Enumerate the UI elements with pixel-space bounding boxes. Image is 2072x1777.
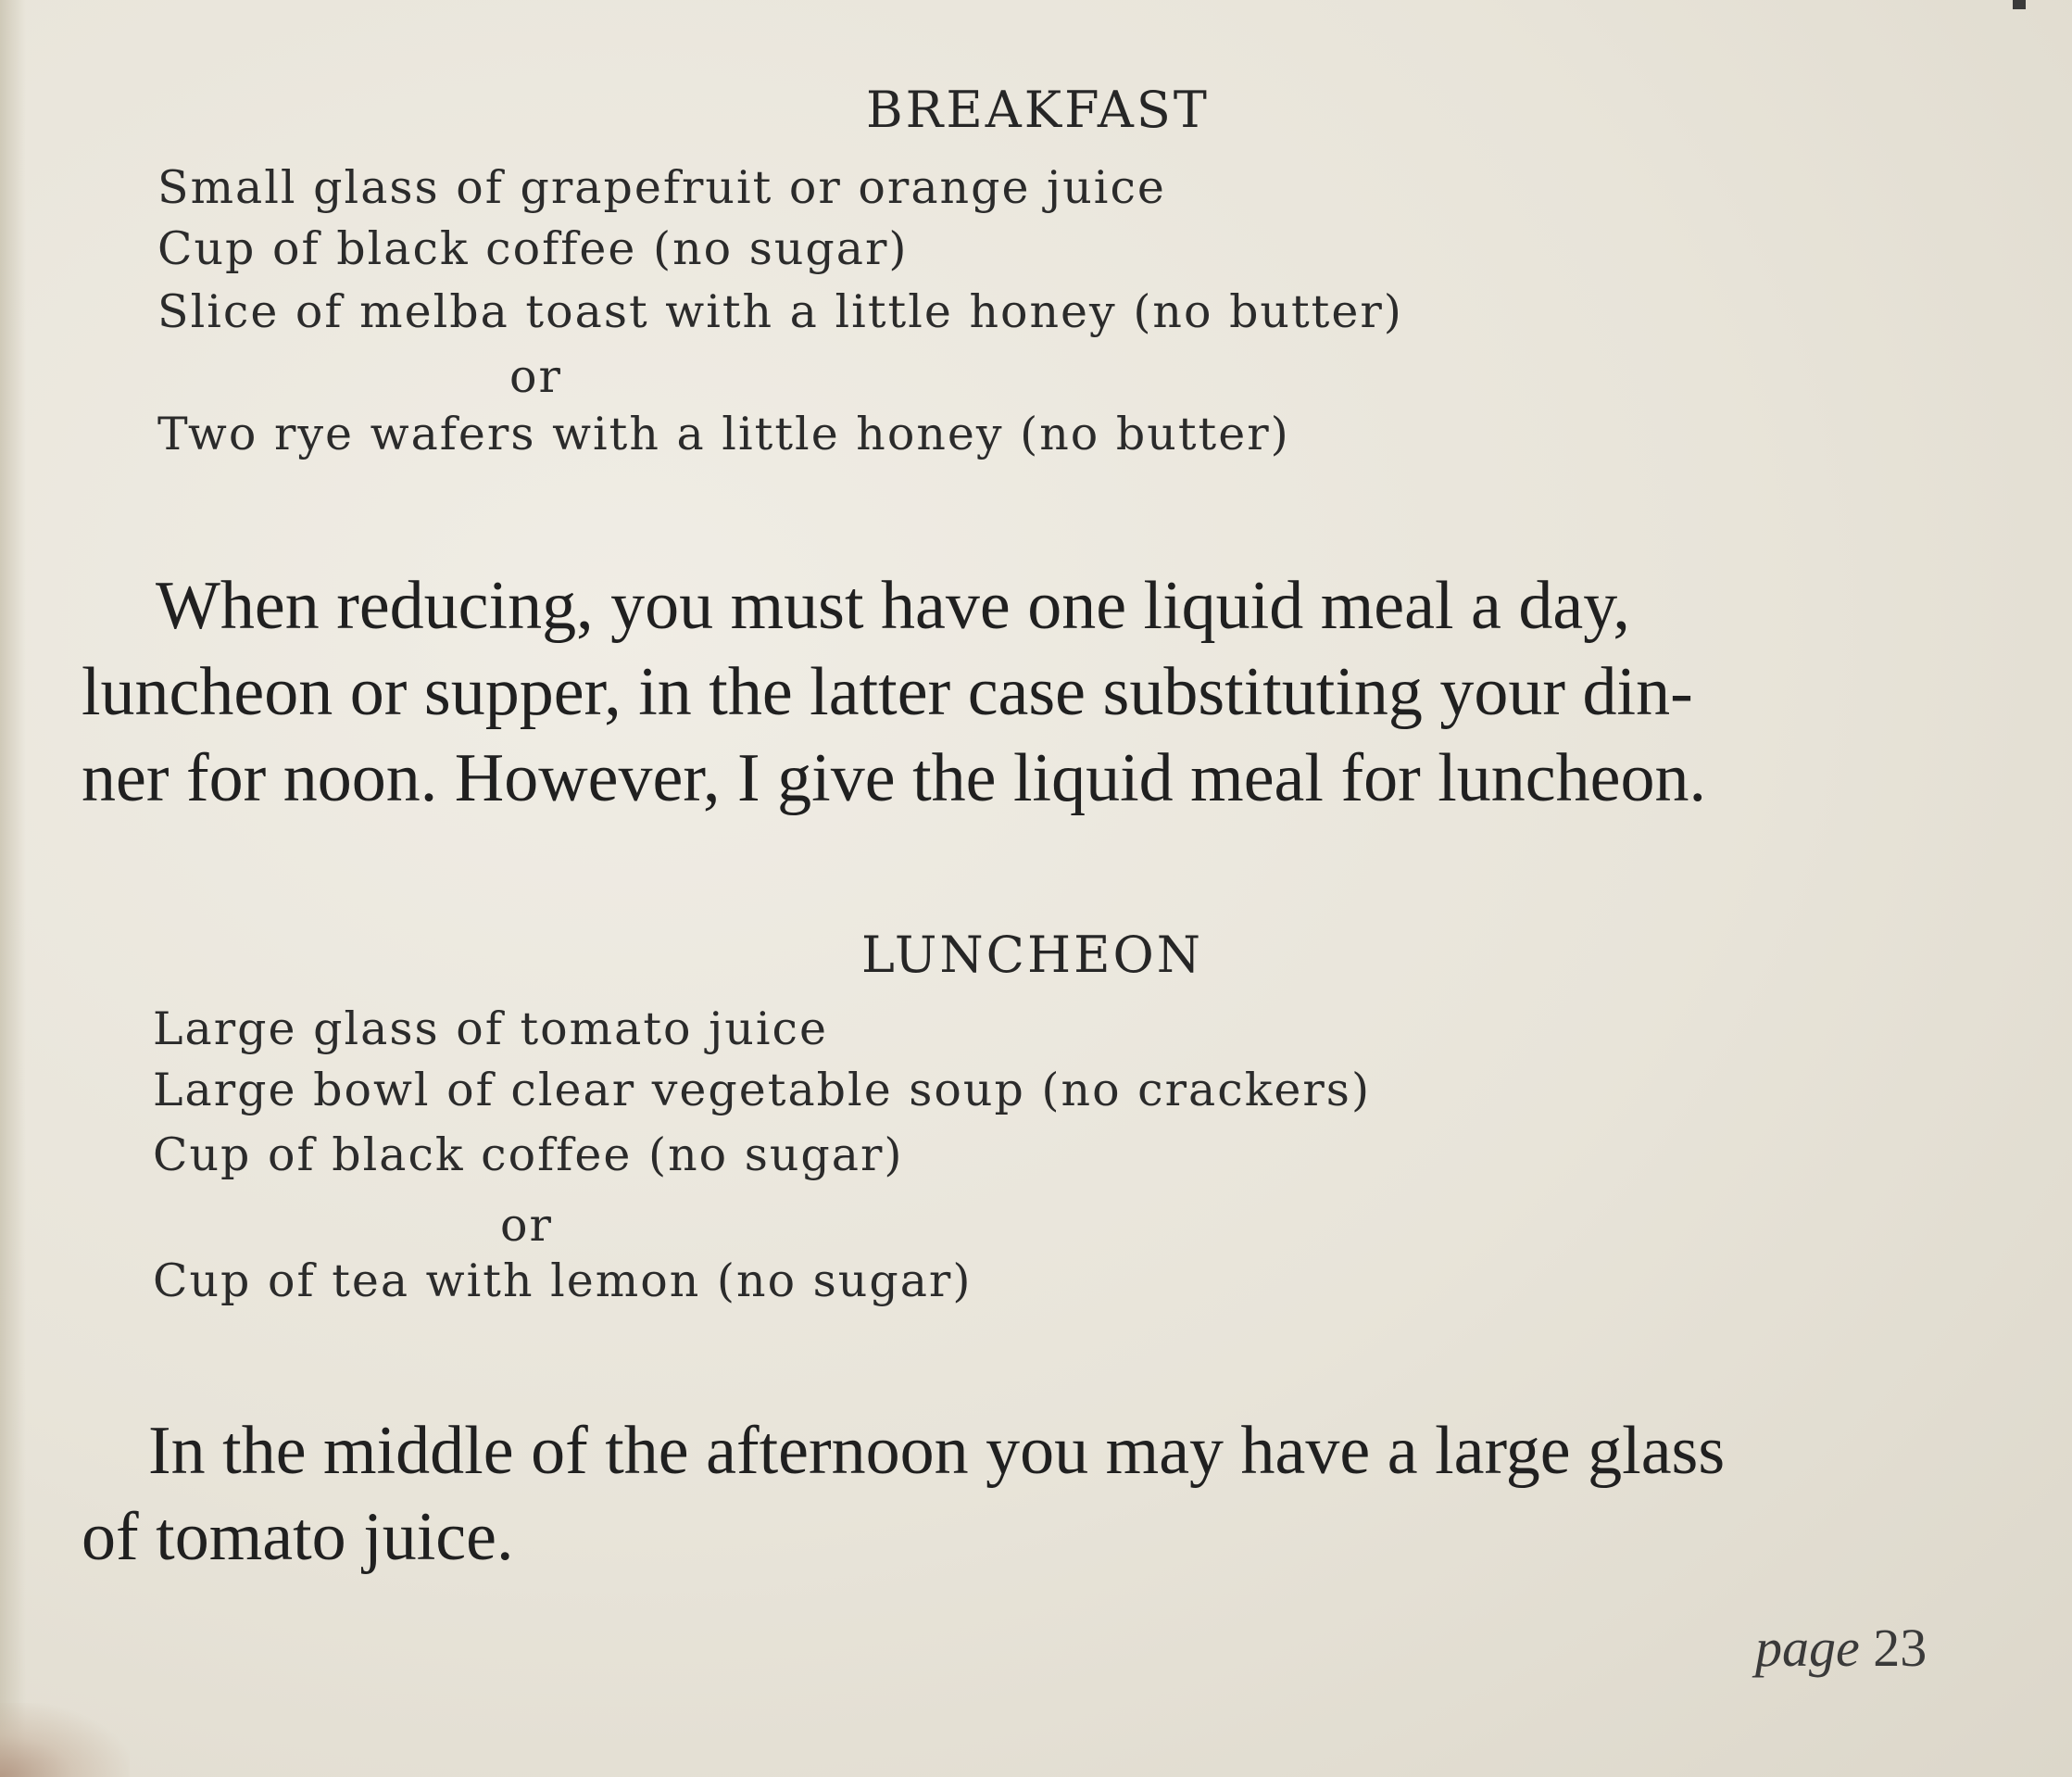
paragraph-line: In the middle of the afternoon you may have a large glass	[148, 1413, 1726, 1489]
paragraph-line: When reducing, you must have one liquid meal a day,	[156, 568, 1630, 644]
page-number	[1755, 1617, 1927, 1679]
luncheon-item: Large glass of tomato juice	[153, 1002, 828, 1055]
breakfast-heading: BREAKFAST	[866, 81, 1210, 139]
luncheon-heading: LUNCHEON	[861, 926, 1204, 984]
page-number-value: 23	[1873, 1618, 1928, 1678]
breakfast-or: or	[509, 350, 562, 403]
luncheon-item: Cup of tea with lemon (no sugar)	[153, 1254, 973, 1307]
breakfast-item: Two rye wafers with a little honey (no butter)	[157, 408, 1290, 460]
paragraph-line: ner for noon. However, I give the liquid meal for luncheon.	[82, 740, 1706, 816]
breakfast-item: Slice of melba toast with a little honey (no butter)	[157, 285, 1403, 338]
paragraph-liquid-meal	[82, 563, 1706, 822]
breakfast-item: Cup of black coffee (no sugar)	[157, 222, 909, 275]
luncheon-item: Cup of black coffee (no sugar)	[153, 1128, 904, 1181]
top-edge-mark	[2013, 0, 2026, 9]
paragraph-line: of tomato juice.	[82, 1499, 514, 1575]
paragraph-line: luncheon or supper, in the latter case substituting your din-	[82, 654, 1693, 730]
breakfast-item: Small glass of grapefruit or orange juice	[157, 161, 1166, 214]
luncheon-item: Large bowl of clear vegetable soup (no crackers)	[153, 1064, 1372, 1116]
corner-shadow	[0, 1703, 130, 1777]
gutter-shadow	[0, 0, 26, 1777]
paragraph-afternoon	[82, 1408, 1725, 1581]
luncheon-or: or	[500, 1199, 553, 1252]
page-label: page	[1755, 1618, 1860, 1678]
